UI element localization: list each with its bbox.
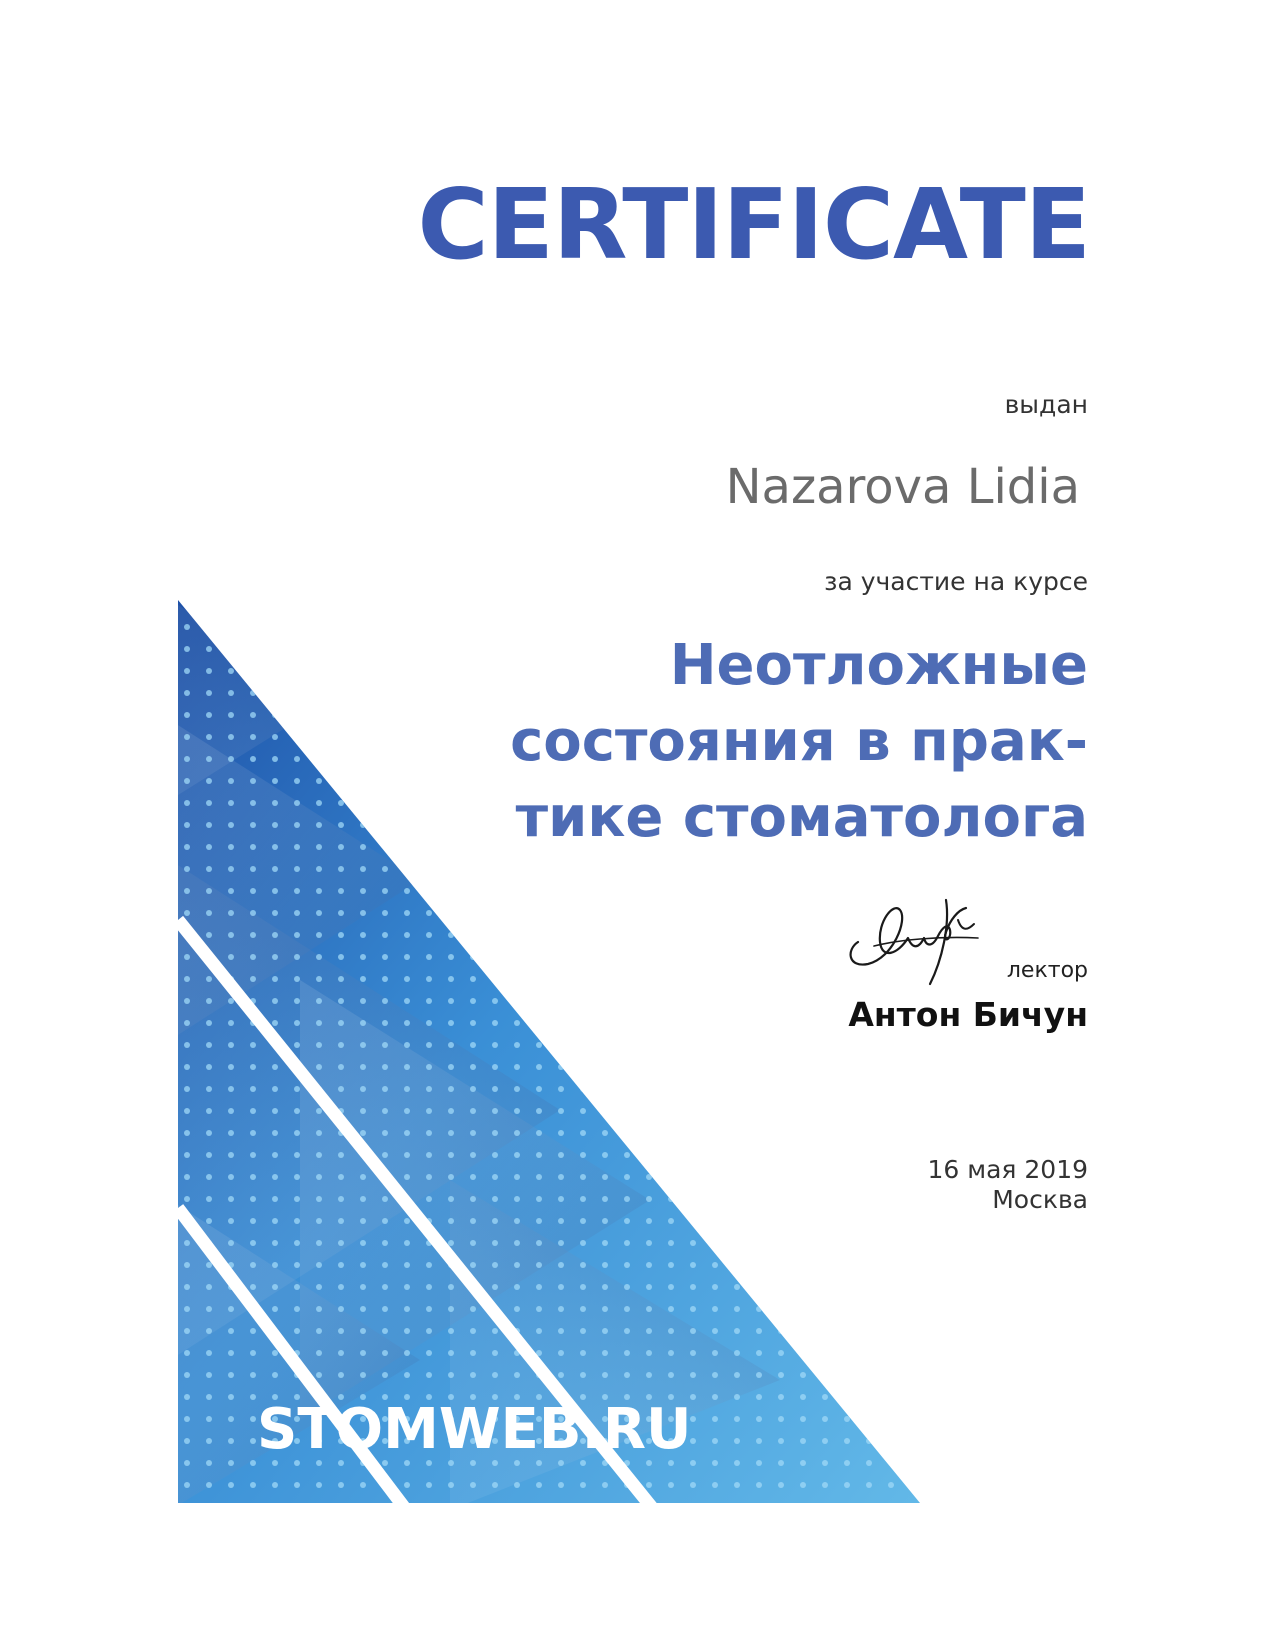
issued-label: выдан bbox=[1004, 390, 1088, 419]
brand-logo-text: STOMWEB.RU bbox=[257, 1397, 692, 1462]
recipient-name: Nazarova Lidia bbox=[725, 459, 1080, 515]
issue-date: 16 мая 2019 bbox=[927, 1155, 1088, 1184]
signature-image bbox=[838, 880, 1018, 990]
course-title-line: Неотложные bbox=[669, 633, 1088, 698]
lecturer-name: Антон Бичун bbox=[848, 995, 1088, 1034]
course-title-line: тике стоматолога bbox=[515, 785, 1088, 850]
certificate-title: CERTIFICATE bbox=[417, 168, 1090, 281]
course-title-line: состояния в прак- bbox=[510, 709, 1088, 774]
participation-label: за участие на курсе bbox=[824, 567, 1088, 596]
issue-city: Москва bbox=[992, 1185, 1088, 1214]
course-title bbox=[368, 628, 1088, 856]
lecturer-label: лектор bbox=[1006, 958, 1088, 983]
